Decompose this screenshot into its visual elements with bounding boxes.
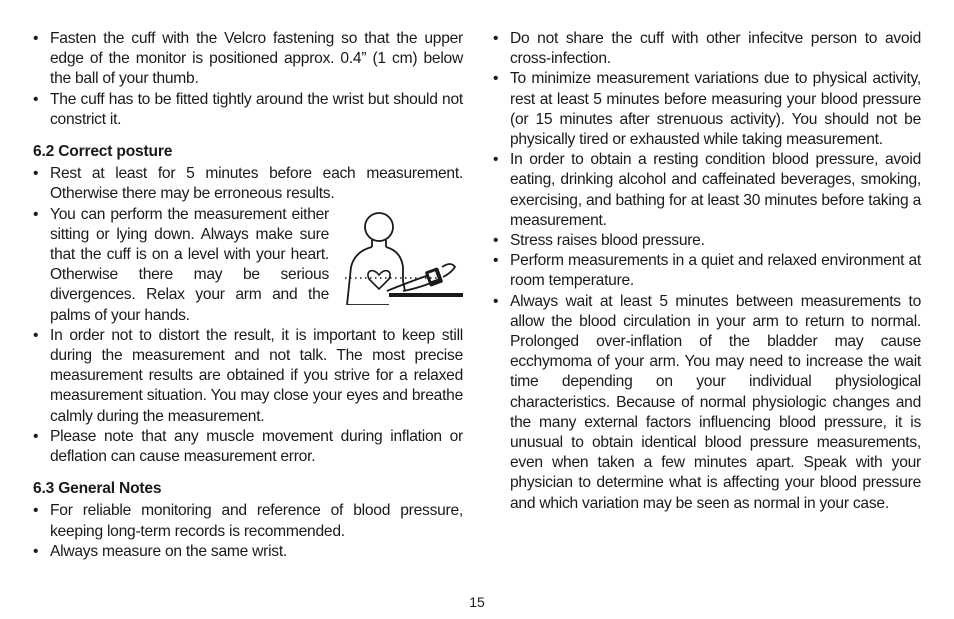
list-item-text: You can perform the measurement either sitting or lying down. Always make sure that the cuff is on a level with your heart. Otherwise there may be serious divergences. Relax your arm and the palms of your hands. xyxy=(50,205,329,324)
list-item: • For reliable monitoring and reference of blood pressure, keeping long-term records is recommended. xyxy=(33,501,463,541)
list-item: • The cuff has to be fitted tightly around the wrist but should not constrict it. xyxy=(33,90,463,130)
general-notes-bullet-list xyxy=(33,501,463,562)
section-heading-general-notes: 6.3 General Notes xyxy=(33,480,162,498)
list-item: • Perform measurements in a quiet and relaxed environment at room temperature. xyxy=(493,251,921,291)
list-item: • Please note that any muscle movement during inflation or deflation can cause measurement error. xyxy=(33,427,463,467)
section-heading-correct-posture: 6.2 Correct posture xyxy=(33,143,173,161)
list-item: • In order not to distort the result, it is important to keep still during the measurement and not talk. The most precise measurement results are obtained if you strive for a relaxed measurement situation. You may close your eyes and breathe calmly during the measurement. xyxy=(33,326,463,427)
list-item: • Rest at least for 5 minutes before each measurement. Otherwise there may be erroneous results. xyxy=(33,164,463,204)
intro-bullet-list xyxy=(33,29,463,130)
posture-illustration-icon xyxy=(339,205,463,305)
list-item: • Always wait at least 5 minutes between measurements to allow the blood circulation in your arm to return to normal. Prolonged over-inflation of the bladder may cause ecchymoma of your arm. You may need to increase the wait time depending on your individual physiological characteristics. Because of normal physiologic changes and the many external factors influencing blood pressure, it is unusual to obtain identical blood pressure measurements, even when taken a few minutes apart. Speak with your physician to determine what is affecting your blood pressure and which variation may be seen as normal in your case. xyxy=(493,292,921,514)
list-item: • Fasten the cuff with the Velcro fastening so that the upper edge of the monitor is positioned approx. 0.4” (1 cm) below the ball of your thumb. xyxy=(33,29,463,90)
right-column xyxy=(493,29,921,514)
correct-posture-bullet-list xyxy=(33,164,463,467)
list-item: • Do not share the cuff with other infecitve person to avoid cross-infection. xyxy=(493,29,921,69)
right-bullet-list xyxy=(493,29,921,514)
list-item: • Always measure on the same wrist. xyxy=(33,542,463,562)
list-item-with-figure xyxy=(33,205,463,326)
list-item: • To minimize measurement variations due to physical activity, rest at least 5 minutes before measuring your blood pressure (or 15 minutes after strenuous activity). You should not be physically tired or exhausted while taking measurement. xyxy=(493,69,921,150)
list-item: • Stress raises blood pressure. xyxy=(493,231,921,251)
list-item: • In order to obtain a resting condition blood pressure, avoid eating, drinking alcohol and caffeinated beverages, smoking, exercising, and bathing for at least 30 minutes before taking a measurement. xyxy=(493,150,921,231)
page-number: 15 xyxy=(469,594,485,610)
left-column xyxy=(33,29,463,562)
